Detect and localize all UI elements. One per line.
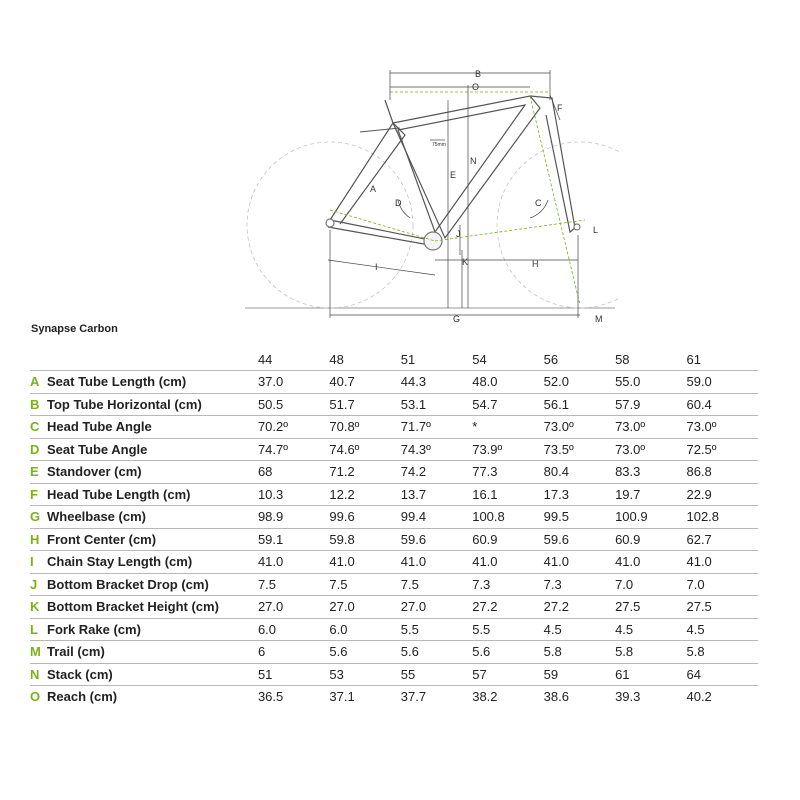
row-label: Reach (cm): [47, 689, 118, 705]
dim-label-E: E: [450, 170, 457, 180]
value-cell: 41.0: [258, 551, 329, 574]
bike-geometry-diagram: [230, 60, 620, 325]
dim-label-J: J: [456, 229, 461, 239]
value-cell: 41.0: [472, 551, 543, 574]
value-cell: 80.4: [544, 461, 615, 484]
value-cell: 72.5º: [686, 438, 758, 461]
value-cell: 27.5: [686, 596, 758, 619]
value-cell: 41.0: [615, 551, 686, 574]
value-cell: 7.5: [258, 573, 329, 596]
dim-label-O: O: [472, 82, 480, 92]
value-cell: 51: [258, 663, 329, 686]
value-cell: 100.8: [472, 506, 543, 529]
value-cell: 27.2: [544, 596, 615, 619]
value-cell: 77.3: [472, 461, 543, 484]
row-letter: D: [30, 441, 40, 457]
value-cell: 7.3: [544, 573, 615, 596]
value-cell: 6.0: [258, 618, 329, 641]
table-row: [30, 483, 758, 506]
value-cell: 99.6: [329, 506, 400, 529]
value-cell: 38.2: [472, 689, 498, 705]
row-label-cell: [30, 573, 258, 596]
value-cell: 68: [258, 461, 329, 484]
value-cell: 73.9º: [472, 438, 543, 461]
value-cell: 61: [615, 663, 686, 686]
value-cell: 41.0: [686, 551, 758, 574]
row-letter: M: [30, 644, 41, 660]
row-label-cell: [30, 663, 258, 686]
dim-label-N: N: [470, 156, 477, 166]
row-label-cell: [30, 371, 258, 394]
size-header-row: [30, 348, 758, 371]
model-title: Synapse Carbon: [31, 323, 118, 335]
row-label: Trail (cm): [47, 644, 105, 660]
value-cell: 73.0º: [615, 438, 686, 461]
row-label-cell: [30, 528, 258, 551]
value-cell: 17.3: [544, 483, 615, 506]
value-cell: 54.7: [472, 393, 543, 416]
dim-label-D: D: [395, 198, 402, 208]
row-label: Chain Stay Length (cm): [47, 554, 193, 570]
table-row: [30, 618, 758, 641]
row-label-cell: [30, 596, 258, 619]
value-cell: 50.5: [258, 393, 329, 416]
value-cell: 37.7: [400, 689, 427, 705]
value-cell: 7.0: [686, 573, 758, 596]
row-letter: N: [30, 666, 40, 682]
value-cell: 71.7º: [401, 416, 472, 439]
value-cell: 59.6: [544, 528, 615, 551]
row-label: Stack (cm): [47, 666, 113, 682]
value-cell: 27.0: [258, 596, 329, 619]
row-label-cell: [30, 461, 258, 484]
value-cell: 73.5º: [544, 438, 615, 461]
value-cell: 74.2: [401, 461, 472, 484]
value-cell: 73.0º: [544, 416, 615, 439]
row-label: Standover (cm): [47, 464, 142, 480]
dim-label-H: H: [532, 259, 539, 269]
value-cell: 59.1: [258, 528, 329, 551]
row-label-cell: [30, 483, 258, 506]
row-label: Head Tube Length (cm): [47, 486, 191, 502]
row-label: Bottom Bracket Drop (cm): [47, 576, 209, 592]
row-label-cell: [30, 641, 258, 664]
row-letter: A: [30, 374, 40, 390]
value-cell: 59: [544, 663, 615, 686]
value-cell: 36.5: [257, 689, 284, 705]
value-cell: 86.8: [686, 461, 758, 484]
value-cell: 55: [401, 663, 472, 686]
value-cell: 5.8: [544, 641, 615, 664]
value-cell: 7.5: [401, 573, 472, 596]
dim-label-L: L: [593, 225, 599, 235]
value-cell: 99.5: [544, 506, 615, 529]
size-header: 58: [615, 348, 686, 371]
value-cell: 73.0º: [615, 416, 686, 439]
value-cell: 64: [686, 663, 758, 686]
value-cell: 44.3: [401, 371, 472, 394]
front-wheel: [497, 142, 620, 308]
value-cell: 70.2º: [258, 416, 329, 439]
dim-label-A: A: [370, 184, 377, 194]
value-cell: 38.6: [543, 689, 569, 705]
value-cell: 5.6: [401, 641, 472, 664]
dim-label-K: K: [462, 257, 469, 267]
value-cell: 5.6: [472, 641, 543, 664]
size-header: 44: [258, 348, 329, 371]
value-cell: 10.3: [258, 483, 329, 506]
value-cell: 5.8: [615, 641, 686, 664]
value-cell: 22.9: [686, 483, 758, 506]
dimension-lines: [328, 70, 580, 318]
row-letter: O: [30, 689, 41, 705]
table-row: [30, 393, 758, 416]
table-row: [30, 416, 758, 439]
value-cell: 41.0: [544, 551, 615, 574]
value-cell: 60.9: [615, 528, 686, 551]
table-row: [30, 686, 758, 708]
value-cell: 5.5: [401, 618, 472, 641]
value-cell: 6: [258, 641, 329, 664]
value-cell: 62.7: [686, 528, 758, 551]
table-row: [30, 371, 758, 394]
table-row: [30, 551, 758, 574]
row-label: Seat Tube Length (cm): [47, 374, 187, 390]
value-cell: 53: [329, 663, 400, 686]
row-label-cell: [30, 416, 258, 439]
value-cell: 6.0: [329, 618, 400, 641]
row-letter: E: [30, 464, 39, 480]
row-label: Wheelbase (cm): [47, 509, 146, 525]
value-cell: 5.6: [329, 641, 400, 664]
dim-label-G: G: [453, 314, 461, 324]
value-cell: 99.4: [401, 506, 472, 529]
value-cell: 55.0: [615, 371, 686, 394]
value-cell: 41.0: [329, 551, 400, 574]
seatpost: [385, 100, 393, 123]
size-header: 61: [686, 348, 758, 371]
row-letter: H: [30, 531, 40, 547]
value-cell: 37.1: [329, 689, 355, 705]
table-row: [30, 461, 758, 484]
value-cell: 74.6º: [329, 438, 400, 461]
row-label: Fork Rake (cm): [47, 621, 141, 637]
row-letter: G: [30, 509, 41, 525]
geometry-table: [30, 348, 758, 708]
row-label: Bottom Bracket Height (cm): [47, 599, 219, 615]
value-cell: 40.7: [329, 371, 400, 394]
accent-lines: [330, 92, 585, 305]
value-cell: 5.5: [472, 618, 543, 641]
row-label: Front Center (cm): [47, 531, 157, 547]
value-cell: 27.2: [472, 596, 543, 619]
value-cell: 27.0: [401, 596, 472, 619]
row-label-cell: [30, 686, 258, 708]
table-row: [30, 438, 758, 461]
value-cell: 51.7: [329, 393, 400, 416]
value-cell: 27.0: [329, 596, 400, 619]
value-cell: 27.5: [615, 596, 686, 619]
dim-label-F: F: [557, 103, 563, 113]
table-row: [30, 573, 758, 596]
row-label-cell: [30, 551, 258, 574]
table-row: [30, 528, 758, 551]
value-cell: 74.3º: [401, 438, 472, 461]
value-cell: 7.3: [472, 573, 543, 596]
value-cell: 56.1: [544, 393, 615, 416]
row-label: Head Tube Angle: [47, 419, 152, 435]
value-cell: 70.8º: [329, 416, 400, 439]
size-header: 54: [472, 348, 543, 371]
row-letter: C: [30, 419, 40, 435]
value-cell: 7.5: [329, 573, 400, 596]
value-cell: 57.9: [615, 393, 686, 416]
row-letter: L: [30, 621, 38, 637]
row-label: Top Tube Horizontal (cm): [47, 396, 202, 412]
value-cell: 73.0º: [686, 416, 758, 439]
value-cell: 102.8: [686, 506, 758, 529]
value-cell: 52.0: [544, 371, 615, 394]
size-header: 51: [401, 348, 472, 371]
value-cell: 16.1: [472, 483, 543, 506]
value-cell: 4.5: [615, 618, 686, 641]
value-cell: 100.9: [615, 506, 686, 529]
dim-label-I: I: [375, 262, 378, 272]
value-cell: 39.3: [615, 689, 641, 705]
saddle: [360, 128, 400, 132]
value-cell: 4.5: [686, 618, 758, 641]
value-cell: 4.5: [544, 618, 615, 641]
value-cell: 60.9: [472, 528, 543, 551]
dim-label-B: B: [475, 69, 482, 79]
row-letter: J: [30, 576, 38, 592]
value-cell: 41.0: [401, 551, 472, 574]
size-header: 48: [329, 348, 400, 371]
table-row: [30, 663, 758, 686]
value-cell: 53.1: [401, 393, 472, 416]
value-cell: 48.0: [472, 371, 543, 394]
row-letter: F: [30, 486, 38, 502]
row-label-cell: [30, 438, 258, 461]
value-cell: 71.2: [329, 461, 400, 484]
table-row: [30, 596, 758, 619]
row-letter: K: [30, 599, 40, 615]
value-cell: 59.0: [686, 371, 758, 394]
value-cell: 37.0: [258, 371, 329, 394]
geometry-table-body: [30, 371, 758, 708]
value-cell: 57: [472, 663, 543, 686]
label-column-header: [30, 348, 258, 371]
dim-label-C: C: [535, 198, 542, 208]
table-row: [30, 641, 758, 664]
row-letter: I: [30, 554, 34, 570]
value-cell: 59.6: [401, 528, 472, 551]
value-cell: 83.3: [615, 461, 686, 484]
value-cell: 12.2: [329, 483, 400, 506]
value-cell: 19.7: [615, 483, 686, 506]
dim-label-75mm: 75mm: [432, 142, 446, 148]
value-cell: 7.0: [615, 573, 686, 596]
value-cell: 13.7: [401, 483, 472, 506]
row-label-cell: [30, 618, 258, 641]
row-label: Seat Tube Angle: [47, 441, 148, 457]
value-cell: 59.8: [329, 528, 400, 551]
row-label-cell: [30, 506, 258, 529]
row-label-cell: [30, 393, 258, 416]
value-cell: 98.9: [258, 506, 329, 529]
value-cell: 5.8: [686, 641, 758, 664]
row-letter: B: [30, 396, 40, 412]
value-cell: 74.7º: [258, 438, 329, 461]
value-cell: 40.2: [686, 689, 712, 705]
table-row: [30, 506, 758, 529]
value-cell: 60.4: [686, 393, 758, 416]
value-cell: *: [472, 416, 543, 439]
dim-label-M: M: [595, 314, 603, 324]
size-header: 56: [544, 348, 615, 371]
